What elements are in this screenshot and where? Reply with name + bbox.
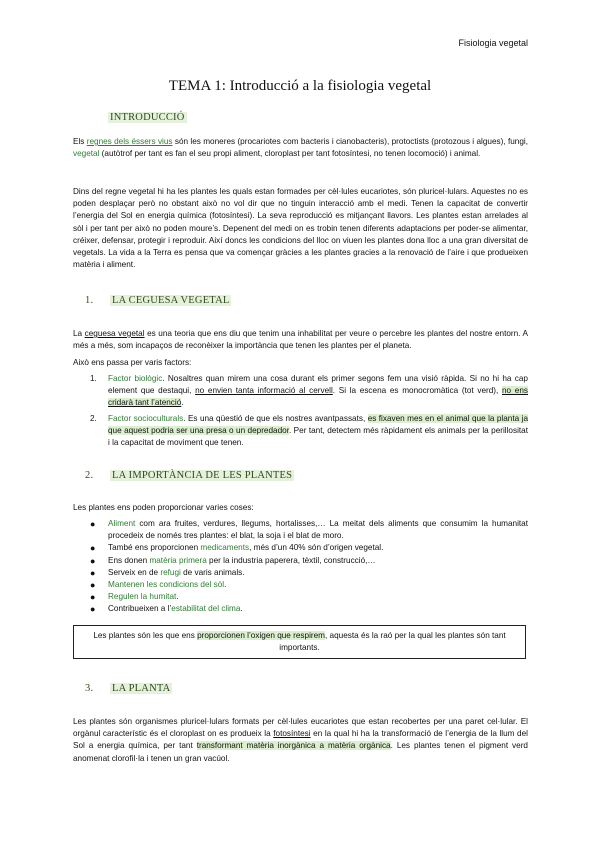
highlight-term: vegetal (73, 149, 100, 159)
section-heading-2: 2. LA IMPORTÀNCIA DE LES PLANTES (85, 470, 293, 481)
highlight-term: regnes dels éssers vius (86, 137, 173, 146)
factors-list (73, 373, 528, 449)
list-item: 2. Factor socioculturals. Es una qüestió de que els nostres avantpassats, es fixaven mes en el animal que la planta ja que aquest podria ser una presa o un depredador. Per tant, detectem més ràpidament els animals per la perillositat i la capacitat de moviment que tenen. (90, 413, 528, 448)
list-item: ● Mantenen les condicions del sòl. (90, 580, 227, 591)
section-heading-1: 1. LA CEGUESA VEGETAL (85, 295, 230, 306)
list-item: ● Ens donen matèria primera per la industria paperera, tèxtil, construcció,… (90, 555, 376, 566)
s3-paragraph: Les plantes són organismes pluricel·lulars formats per cèl·lules eucariotes que estan recobertes per una paret cel·lular. El orgànul característic és el cloroplast on es produeix la fotosíntesi en la qual hi ha la transformació de l’energia de la llum del Sol a energia química, per tant transformant matèria inorgànica a matèria orgànica. Les plantes tenen el pigment verd anomenat clorofil·la i tenen un gran vacúol. (73, 717, 528, 763)
section-heading-intro: INTRODUCCIÓ (110, 112, 185, 123)
page-title: TEMA 1: Introducció a la fisiologia vegetal (168, 78, 432, 94)
s2-intro: Les plantes ens poden proporcionar varies coses: (73, 503, 254, 512)
list-item: ● Contribueixen a l’estabilitat del clima. (90, 604, 243, 615)
intro-paragraph-1: Els regnes dels éssers vius són les moneres (procariotes com bacteris i cianobacteris), protoctists (protozous i algues), fungi, vegetal (autòtrof per tant es fan el seu propi aliment, cloroplast per tant fotosíntesi, no tenen locomoció) i animal. (73, 137, 528, 159)
benefits-list (73, 518, 528, 616)
s1-paragraph-2: Això ens passa per varis factors: (73, 358, 192, 367)
list-item: ● Regulen la humitat. (90, 592, 179, 603)
list-item: ● També ens proporcionen medicaments, més d’un 40% són d’origen vegetal. (90, 543, 384, 554)
list-item: 1. Factor biològic. Nosaltres quan mirem una cosa durant els primer segons fem una visió ràpida. Si no hi ha cap element que destaqui, no envien tanta informació al cervell. Si la escena es monocromàtica (tot verd), no ens cridarà tant l’atenció. (90, 374, 528, 408)
s1-paragraph-1: La ceguesa vegetal es una teoria que ens diu que tenim una inhabilitat per veure o percebre les plantes del nostre entorn. A més a més, som incapaços de reconèixer la importància que tenen les plantes per el planeta. (73, 329, 528, 351)
callout-box: Les plantes són les que ens proporcionen l’oxigen que respirem, aquesta és la raó per la qual les plantes són tant importants. (73, 625, 526, 659)
running-header: Fisiologia vegetal (458, 38, 528, 48)
list-item: ● Aliment com ara fruites, verdures, llegums, hortalisses,… La meitat dels aliments que consumim la humanitat procedeix de només tres plantes: el blat, la soja i el blat de moro. (90, 519, 528, 541)
list-item: ● Serveix en de refugi de varis animals. (90, 567, 245, 578)
section-heading-3: 3. LA PLANTA (85, 683, 171, 694)
intro-paragraph-2: Dins del regne vegetal hi ha les plantes les quals estan formades per cèl·lules eucariotes, són pluricel·lulars. Aquestes no es poden desplaçar però no obstant això no vol dir que no tinguin interacció amb el medi. Tenen la capacitat de convertir l’energia del Sol en energia química (fotosíntesi). La seva reproducció es mitjançant llavors. Les plantes estan arrelades al sòl i per tant per això no poden moure’s. Depenent del medi on es trobin tenen diferents adaptacions per poder-se alimentar, créixer, defensar, protegir i reproduir. Així doncs les condicions del lloc on viuen les plantes dona lloc a una gran diversitat de vegetals. La vida a la Terra es pensa que va començar gràcies a les plantes gracies a la renovació de l’aire i que produeixen matèria i aliment. (73, 187, 528, 270)
